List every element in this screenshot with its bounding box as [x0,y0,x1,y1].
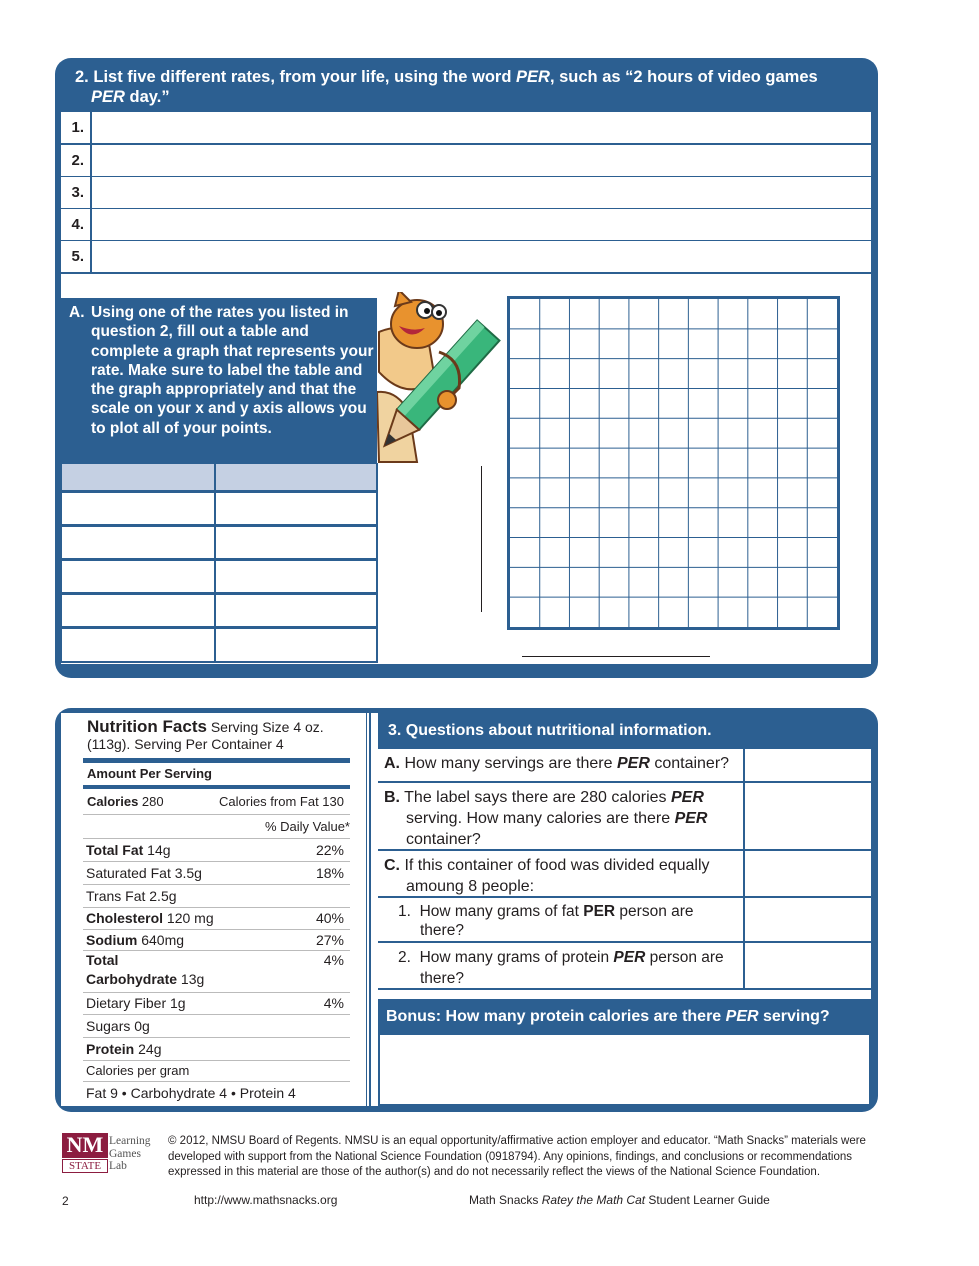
question-2-title [75,67,835,107]
calories-from-fat: Calories from Fat 130 [219,794,344,809]
nutrient-amount: 120 mg [163,910,214,926]
question-text: container? [406,831,481,848]
nutrient-name: Total [86,952,119,968]
nutrient-name: Cholesterol [86,910,164,926]
guide-title-text: Math Snacks [469,1193,542,1207]
question-3b-row [378,783,871,849]
question-text: How many servings are there [400,755,617,772]
rate-input-4[interactable] [92,209,871,240]
logo-text: Lab [109,1160,127,1172]
nutrient-row [83,839,350,862]
nutrient-row [83,907,350,930]
calories-per-gram-label: Calories per gram [86,1063,190,1078]
answer-3c2[interactable] [745,943,871,988]
question-3c2-row [378,943,871,988]
nutrition-facts-label [61,713,366,1106]
learning-games-lab-logo [109,1135,151,1173]
logo-state: STATE [62,1159,108,1173]
calories-label: Calories [87,794,139,809]
question-letter: C. [384,857,400,874]
per-word: PER [91,88,125,106]
per-word: PER [613,949,646,966]
question-3c2-text [378,943,743,988]
nutrient-row [83,885,350,908]
nutrient-percent: 18% [315,865,344,881]
graph-grid[interactable] [507,296,840,630]
answer-3c1[interactable] [745,898,871,941]
bonus-question [378,1003,871,1031]
table-cell[interactable] [216,629,376,661]
table-cell[interactable] [216,527,376,558]
daily-value-header: % Daily Value* [264,819,350,834]
rate-row-2[interactable] [61,145,871,176]
question-3c-text [378,851,743,896]
table-cell[interactable] [62,595,214,626]
nutrient-amount: 14g [143,842,171,858]
question-letter: B. [384,789,400,806]
bonus-text: serving? [758,1008,830,1025]
nutrient-name: Carbohydrate [86,971,178,987]
nutrient-name: Total Fat [86,842,144,858]
calories-row [83,791,350,815]
question-text: If this container of food was divided equally amoung 8 people: [400,857,710,895]
per-word: PER [725,1008,759,1025]
question-text: person are there? [420,903,694,939]
answer-3a[interactable] [745,749,871,781]
question-number: 2. [398,949,411,966]
calories-per-gram-breakdown [83,1082,350,1104]
table-cell[interactable] [62,527,214,558]
question-3c-row [378,851,871,896]
question-3-title: 3. Questions about nutritional information. [388,722,712,739]
nutrition-header [87,718,357,753]
question-text: How many grams of fat [419,903,584,920]
question-text: person are there? [420,949,724,987]
table-cell[interactable] [216,595,376,626]
row-number: 3. [61,177,92,208]
nutrient-amount: 13g [177,971,205,987]
bonus-text: Bonus: How many protein calories are there [386,1008,726,1025]
question-3a-row [378,749,871,781]
per-word: PER [583,903,616,920]
question-text: container? [649,755,730,772]
question-3c1-text [378,898,743,941]
logo-nm: NM [62,1133,108,1158]
question-text: day.” [124,88,170,106]
nutrient-row [83,929,350,951]
calories-per-gram-row [83,1061,350,1082]
nutrient-name: Protein [86,1041,135,1057]
instruction-a [61,298,377,463]
answer-3b[interactable] [745,783,871,849]
question-text: serving. How many calories are there [406,810,675,827]
question-text: The label says there are 280 calories [400,789,671,806]
logo-text: Learning [109,1135,151,1147]
guide-title-text: Student Learner Guide [645,1193,770,1207]
rate-input-5[interactable] [92,241,871,272]
guide-title-italic: Ratey the Math Cat [541,1193,646,1207]
nutrient-row-sugars [83,1015,350,1038]
nutrient-amount: 24g [134,1041,162,1057]
calories-breakdown: Fat 9 • Carbohydrate 4 • Protein 4 [86,1085,296,1101]
answer-3c[interactable] [745,851,871,896]
logo-text: Games [109,1147,141,1160]
page-number: 2 [62,1194,69,1208]
graph-y-axis-label-line[interactable] [481,466,482,612]
rate-input-3[interactable] [92,177,871,208]
nutrient-percent: 40% [315,910,344,926]
per-word: PER [516,68,550,86]
question-3b-text [378,783,743,849]
nutrient-percent: 4% [323,952,344,968]
per-word: PER [674,810,708,827]
instruction-text: Using one of the rates you listed in question 2, fill out a table and complete a graph that represents your rate. Make sure to label the table and the graph appropriately and that the scale on your x and y axis allows you to plot all of your points. [91,304,374,437]
nmsu-logo [62,1133,108,1180]
question-text: List five different rates, from your life, using the word [93,68,517,86]
rate-input-2[interactable] [92,145,871,176]
question-text: , such as “2 hours of video games [549,68,818,86]
copyright-notice: © 2012, NMSU Board of Regents. NMSU is an equal opportunity/affirmative action employer and educator. “Math Snacks” materials were developed with support from the National Science Foundation (0918794). Any opinions, findings, and conclusions or recommendations expressed in this material are those of the author(s) and do not necessarily reflect the views of the National Science Foundation. [168,1135,866,1178]
table-cell[interactable] [216,493,376,524]
nutrient-row-carbohydrate [83,951,350,993]
amount-per-serving [83,766,350,789]
per-word: PER [670,789,704,806]
row-number: 2. [61,145,92,176]
table-header-y[interactable] [216,464,376,490]
divider-thick [83,758,350,763]
rate-input-1[interactable] [92,112,871,143]
serving-size: Serving Size 4 oz. (113g). Serving Per Container 4 [87,719,324,752]
question-letter: A. [384,755,400,772]
daily-value-row [83,817,350,839]
per-word: PER [616,755,650,772]
nutrient-name: Dietary Fiber 1g [86,995,186,1011]
question-number: 1. [398,903,411,920]
rate-row-1[interactable] [61,112,871,143]
nutrient-amount: 640mg [137,932,185,948]
nutrient-row [83,862,350,885]
table-cell[interactable] [62,561,214,592]
question-number: 2. [75,68,89,86]
row-number: 1. [61,112,92,143]
row-number: 4. [61,209,92,240]
nutrient-percent: 4% [323,995,344,1011]
cat-with-pencil-illustration [377,292,505,472]
table-cell[interactable] [62,493,214,524]
table-header-x[interactable] [62,464,214,490]
table-cell[interactable] [62,629,214,661]
row-number: 5. [61,241,92,272]
guide-title [469,1193,770,1209]
nutrient-percent: 22% [315,842,344,858]
nutrient-amount: Saturated Fat 3.5g [86,865,202,881]
bonus-answer[interactable] [380,1035,869,1104]
data-table [61,463,378,663]
rate-row-3[interactable] [61,177,871,208]
question-text: How many grams of protein [419,949,614,966]
rate-row-4[interactable] [61,209,871,240]
rate-row-5[interactable] [61,241,871,272]
spacer [378,990,871,999]
column-gap [367,713,378,1106]
website-link[interactable]: http://www.mathsnacks.org [194,1193,338,1207]
nutrient-percent: 27% [315,932,344,948]
question-3c1-row [378,898,871,941]
nutrient-amount: Trans Fat 2.5g [86,888,177,904]
nutrient-row-protein [83,1038,350,1061]
nutrition-facts-title: Nutrition Facts [87,717,207,736]
graph-x-axis-label-line[interactable] [522,656,710,657]
calories-value: 280 [138,794,164,809]
table-cell[interactable] [216,561,376,592]
question-3a-text [378,749,743,781]
nutrient-row-fiber [83,993,350,1015]
nutrient-name: Sodium [86,932,138,948]
nutrient-name: Sugars 0g [86,1018,150,1034]
instruction-letter: A. [69,304,85,321]
amount-per-serving-label: Amount Per Serving [87,766,212,781]
